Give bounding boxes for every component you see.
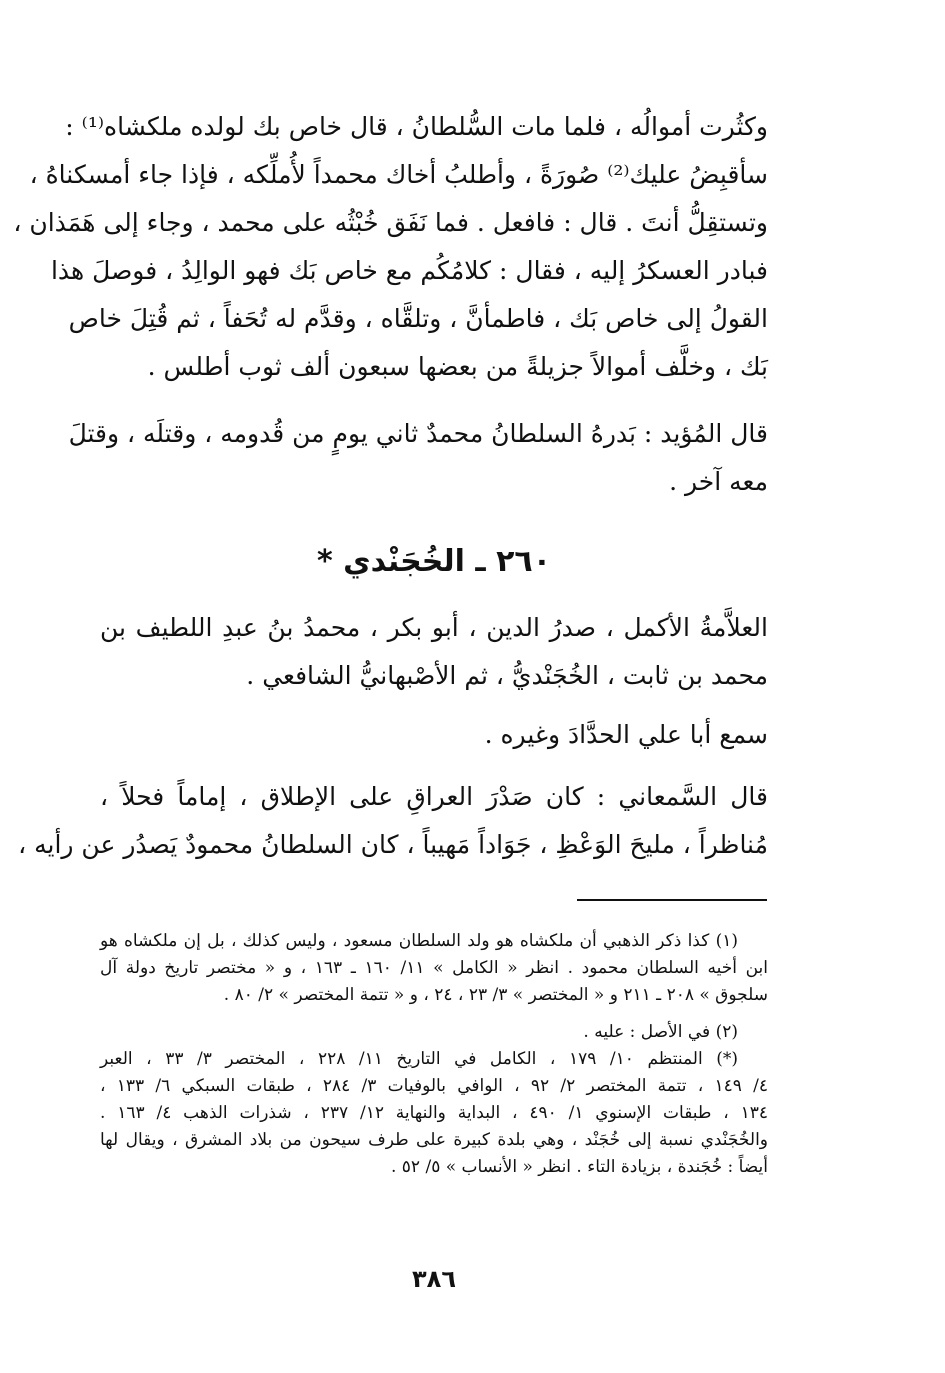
footnote-line: (١) كذا ذكر الذهبي أن ملكشاه هو ولد السلطان مسعود ، وليس كذلك ، بل إن ملكشاه هو	[100, 931, 738, 951]
footnote-line: والخُجَنْدي نسبة إلى خُجَنْد ، وهي بلدة كبيرة على طرف سيحون من بلاد المشرق ، ويقال لها	[100, 1130, 768, 1150]
footnote-line: (٢) في الأصل : عليه .	[583, 1022, 738, 1042]
text-line: معه آخر .	[669, 467, 768, 496]
text-line: قال السَّمعاني : كان صَدْرَ العراقِ على الإطلاق ، إماماً فحلاً ،	[100, 782, 768, 811]
footnote-line: ١٣٤ ، طبقات الإسنوي ١/ ٤٩٠ ، البداية والنهاية ١٢/ ٢٣٧ ، شذرات الذهب ٤/ ١٦٣ .	[100, 1103, 768, 1123]
paragraph-teachers	[100, 711, 768, 759]
page-number: ٣٨٦	[412, 1265, 456, 1293]
paragraph-khas-bak	[13, 103, 768, 391]
footnote-line: (*) المنتظم ١٠/ ١٧٩ ، الكامل في التاريخ ١١/ ٢٢٨ ، المختصر ٣/ ٣٣ ، العبر	[100, 1049, 738, 1069]
footnote-line: سلجوق » ٢٠٨ ـ ٢١١ و « المختصر » ٣/ ٢٣ ، ٢٤ ، و « تتمة المختصر » ٢/ ٨٠ .	[223, 985, 768, 1005]
text-line: وكثُرت أموالُه ، فلما مات السُّلطانُ ، قال خاص بك لولده ملكشاه⁽¹⁾ :	[65, 112, 768, 141]
footnote-line: أيضاً : خُجَندة ، بزيادة التاء . انظر « الأنساب » ٥/ ٥٢ .	[390, 1157, 768, 1177]
text-line: بَك ، وخلَّف أموالاً جزيلةً من بعضها سبعون ألف ثوب أطلس .	[147, 352, 768, 381]
footnote-line: ابن أخيه السلطان محمود . انظر « الكامل » ١١/ ١٦٠ ـ ١٦٣ ، و « مختصر تاريخ دولة آل	[100, 958, 768, 978]
text-line: محمد بن ثابت ، الخُجَنْديُّ ، ثم الأصْبهانيُّ الشافعي .	[246, 661, 768, 690]
text-line: سمع أبا علي الحدَّادَ وغيره .	[484, 720, 768, 749]
text-line: العلاَّمةُ الأكمل ، صدرُ الدين ، أبو بكر ، محمدُ بنُ عبدِ اللطيف بن	[100, 613, 768, 642]
paragraph-biography-name	[100, 604, 768, 700]
paragraph-samani-quote	[18, 773, 768, 869]
footnote-line: ٤/ ١٤٩ ، تتمة المختصر ٢/ ٩٢ ، الوافي بالوفيات ٣/ ٢٨٤ ، طبقات السبكي ٦/ ١٣٣ ،	[100, 1076, 768, 1096]
paragraph-muayyad-quote	[68, 410, 768, 506]
text-line: مُناظراً ، مليحَ الوَعْظِ ، جَوَاداً مَهيباً ، كان السلطانُ محمودٌ يَصدُر عن رأيه ،	[18, 830, 768, 859]
text-line: سأقبِضُ عليك⁽²⁾ صُورَةً ، وأطلبُ أخاك محمداً لأُملِّكه ، فإذا جاء أمسكناهُ ،	[29, 160, 768, 189]
footnotes	[100, 928, 768, 1181]
text-line: القولُ إلى خاص بَك ، فاطمأنَّ ، وتلقَّاه ، وقدَّم له تُحَفاً ، ثم قُتِلَ خاص	[68, 304, 768, 333]
text-line: وتستقِلُّ أنتَ . قال : فافعل . فما نَفَق خُبْثُه على محمد ، وجاء إلى هَمَذان ،	[13, 208, 768, 237]
text-line: فبادر العسكرُ إليه ، فقال : كلامُكُم مع خاص بَك فهو الوالِدُ ، فوصلَ هذا	[50, 256, 768, 285]
text-line: قال المُؤيد : بَدرهُ السلطانُ محمدٌ ثاني يومٍ من قُدومه ، وقتلَه ، وقتلَ	[68, 419, 768, 448]
footnote-separator	[577, 899, 767, 901]
biography-heading: ٢٦٠ ـ الخُجَنْدي *	[316, 544, 552, 579]
